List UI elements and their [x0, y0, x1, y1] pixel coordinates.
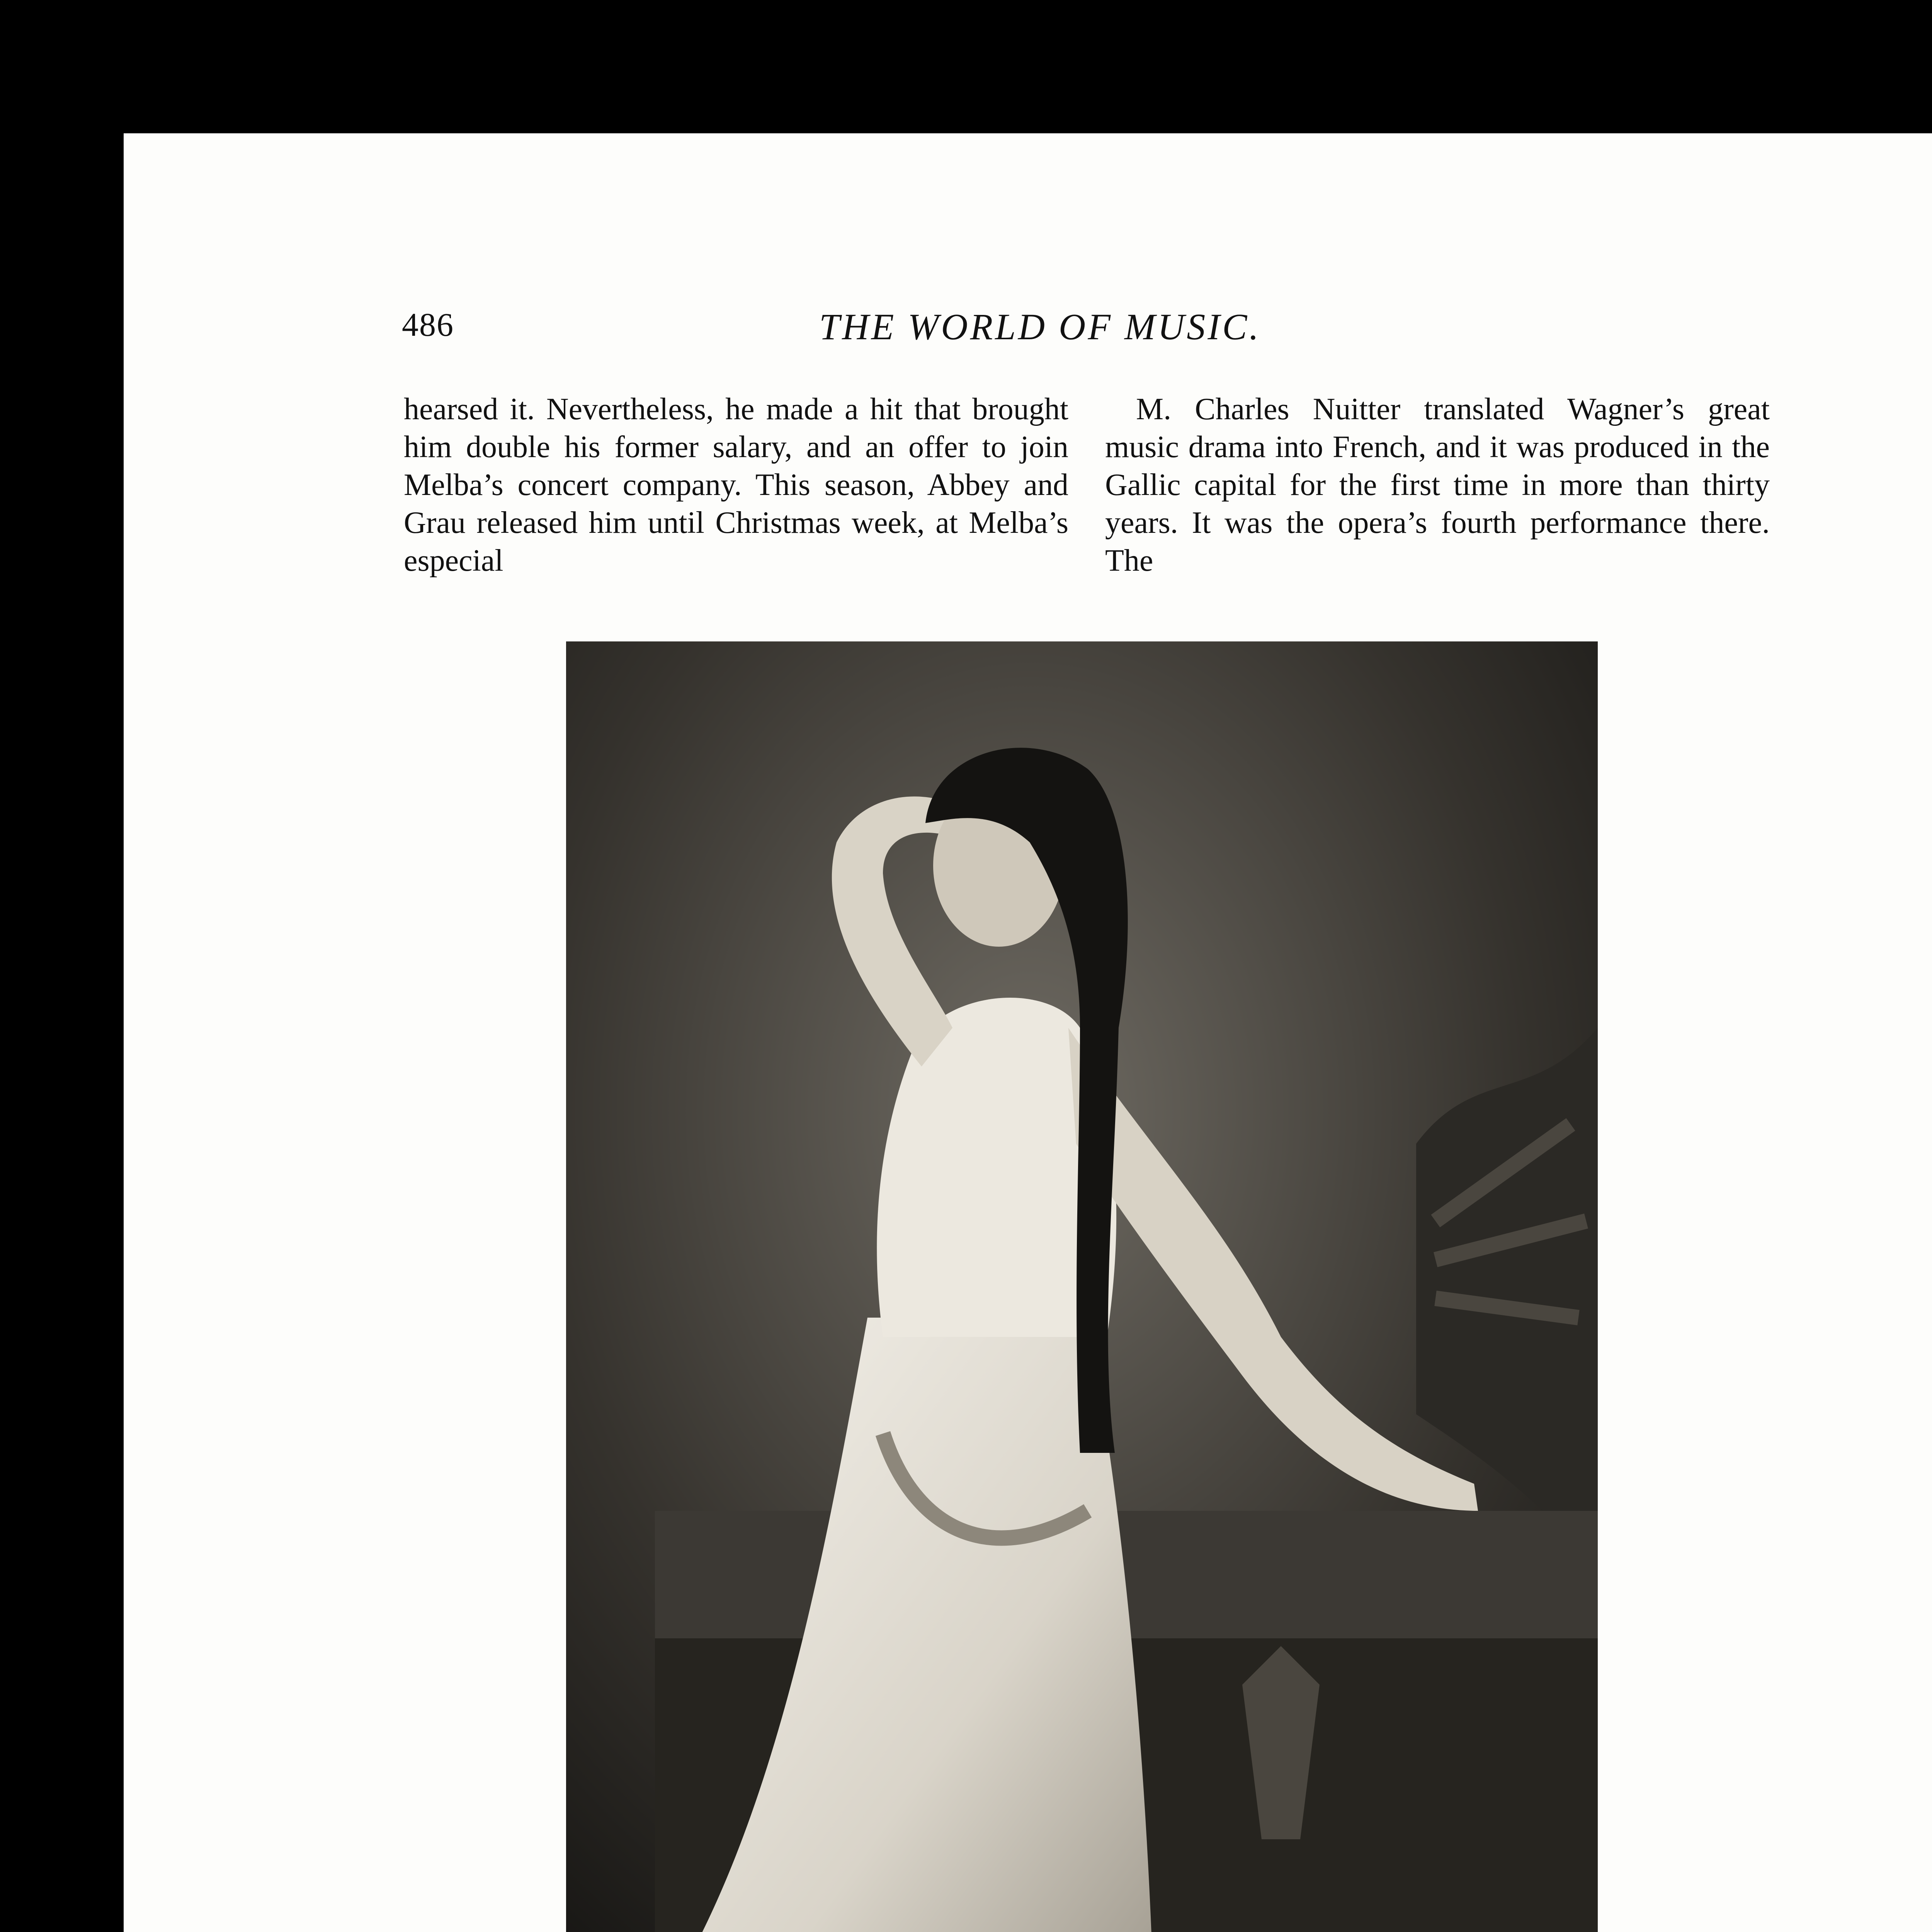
running-head [402, 305, 1646, 363]
portrait-photograph [566, 641, 1598, 1932]
journal-title: THE WORLD OF MUSIC. [819, 306, 1261, 347]
page-number: 486 [402, 306, 454, 343]
column-top-left [404, 390, 1068, 580]
paragraph: hearsed it. Nevertheless, he made a hit that brought him double his former salary, and an offer to join Melba’s concert company. This season, Abbey and Grau released him until Christmas week, at Melba’s especial [404, 392, 1068, 578]
paragraph: M. Charles Nuitter translated Wagner’s great music drama into French, and it was produced in the Gallic capital for the first time in more than thirty years. It was the opera’s fourth performance there. The [1105, 392, 1770, 578]
column-top-right [1105, 390, 1770, 580]
